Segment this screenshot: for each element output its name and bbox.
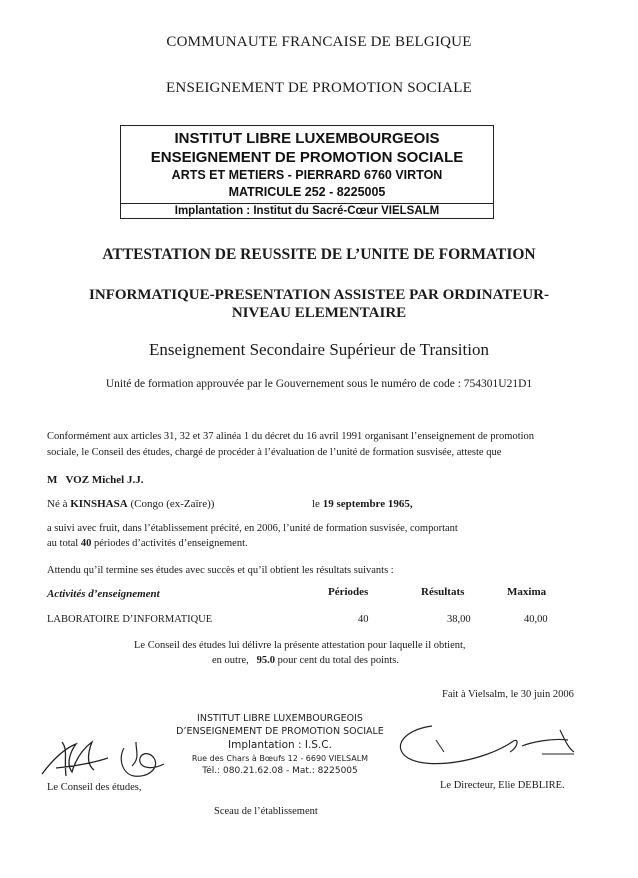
table-row-activity: LABORATOIRE D’INFORMATIQUE — [47, 614, 213, 625]
director-signature — [392, 718, 592, 778]
birth-place: KINSHASA — [70, 498, 128, 510]
seal-label: Sceau de l’établissement — [214, 806, 318, 817]
table-header-maxima: Maxima — [507, 586, 547, 598]
paragraph-results-intro: Attendu qu’il termine ses études avec succès et qu’il obtient les résultats suivants : — [47, 565, 394, 576]
student-title: M — [47, 474, 58, 486]
table-header-activities: Activités d’enseignement — [47, 588, 160, 600]
paragraph-followed — [47, 521, 607, 551]
director-label: Le Directeur, Elie DEBLIRE. — [440, 780, 565, 791]
paragraph-followed-line-1: a suivi avec fruit, dans l’établissement précité, en 2006, l’unité de formation susvisée, comportant — [47, 523, 458, 534]
institute-type: ENSEIGNEMENT DE PROMOTION SOCIALE — [150, 149, 464, 166]
institute-box — [120, 125, 494, 219]
institute-address: ARTS ET METIERS - PIERRARD 6760 VIRTON — [171, 168, 443, 182]
conclusion-line-1: Le Conseil des études lui délivre la présente attestation pour laquelle il obtient, — [134, 640, 466, 651]
header-line-1: COMMUNAUTE FRANCAISE DE BELGIQUE — [166, 34, 472, 50]
conclusion-prefix: en outre, — [212, 655, 249, 666]
table-header-results: Résultats — [421, 586, 465, 598]
institute-matricule: MATRICULE 252 - 8225005 — [228, 185, 386, 199]
code-line: Unité de formation approuvée par le Gouvernement sous le numéro de code : 754301U21D1 — [105, 378, 533, 390]
born-prefix: Né à — [47, 498, 68, 510]
total-suffix: périodes d’activités d’enseignement. — [93, 538, 248, 549]
paragraph-decree — [47, 429, 607, 461]
box-divider — [121, 203, 493, 204]
birth-country: (Congo (ex-Zaïre)) — [130, 498, 215, 510]
conclusion-suffix: pour cent du total des points. — [277, 655, 399, 666]
birth-date-line — [312, 498, 413, 510]
course-title-line-1: INFORMATIQUE-PRESENTATION ASSISTEE PAR ORDINATEUR- — [89, 287, 549, 303]
percentage: 95.0 — [256, 655, 275, 666]
attestation-title: ATTESTATION DE REUSSITE DE L’UNITE DE FORMATION — [102, 246, 536, 263]
student-line — [47, 474, 143, 486]
paragraph-followed-line-2 — [47, 536, 607, 551]
stamp-line-1: INSTITUT LIBRE LUXEMBOURGEOIS — [197, 713, 363, 724]
table-row-maxima: 40,00 — [524, 614, 548, 625]
education-level: Enseignement Secondaire Supérieur de Transition — [149, 340, 489, 359]
paragraph-decree-line-1: Conformément aux articles 31, 32 et 37 alinéa 1 du décret du 16 avril 1991 organisant l’enseignement de promotion — [47, 431, 535, 442]
place-date: Fait à Vielsalm, le 30 juin 2006 — [442, 689, 574, 700]
institution-stamp — [170, 712, 390, 778]
institute-implantation: Implantation : Institut du Sacré-Cœur VIELSALM — [174, 205, 440, 217]
table-header-periods: Périodes — [328, 586, 369, 598]
birth-date-prefix: le — [312, 498, 320, 510]
table-row-result: 38,00 — [447, 614, 471, 625]
institute-name: INSTITUT LIBRE LUXEMBOURGEOIS — [174, 130, 440, 147]
student-name: VOZ Michel J.J. — [65, 474, 144, 486]
council-label: Le Conseil des études, — [47, 782, 142, 793]
birth-line — [47, 498, 214, 510]
stamp-line-5: Tél.: 080.21.62.08 - Mat.: 8225005 — [202, 766, 358, 776]
council-signature — [36, 728, 176, 786]
course-title-line-2: NIVEAU ELEMENTAIRE — [231, 305, 407, 321]
total-periods: 40 — [80, 538, 92, 549]
stamp-line-3: Implantation : I.S.C. — [228, 739, 332, 751]
stamp-line-4: Rue des Chars à Bœufs 12 - 6690 VIELSALM — [191, 754, 369, 763]
total-prefix: au total — [47, 538, 79, 549]
paragraph-decree-line-2: sociale, le Conseil des études, chargé de procéder à l’évaluation de l’unité de formation susvisée, atteste que — [47, 447, 502, 458]
conclusion-line-2 — [212, 655, 399, 666]
stamp-line-2: D’ENSEIGNEMENT DE PROMOTION SOCIALE — [176, 726, 384, 737]
table-row-periods: 40 — [358, 614, 369, 625]
birth-date: 19 septembre 1965, — [322, 498, 413, 510]
header-line-2: ENSEIGNEMENT DE PROMOTION SOCIALE — [166, 80, 472, 96]
